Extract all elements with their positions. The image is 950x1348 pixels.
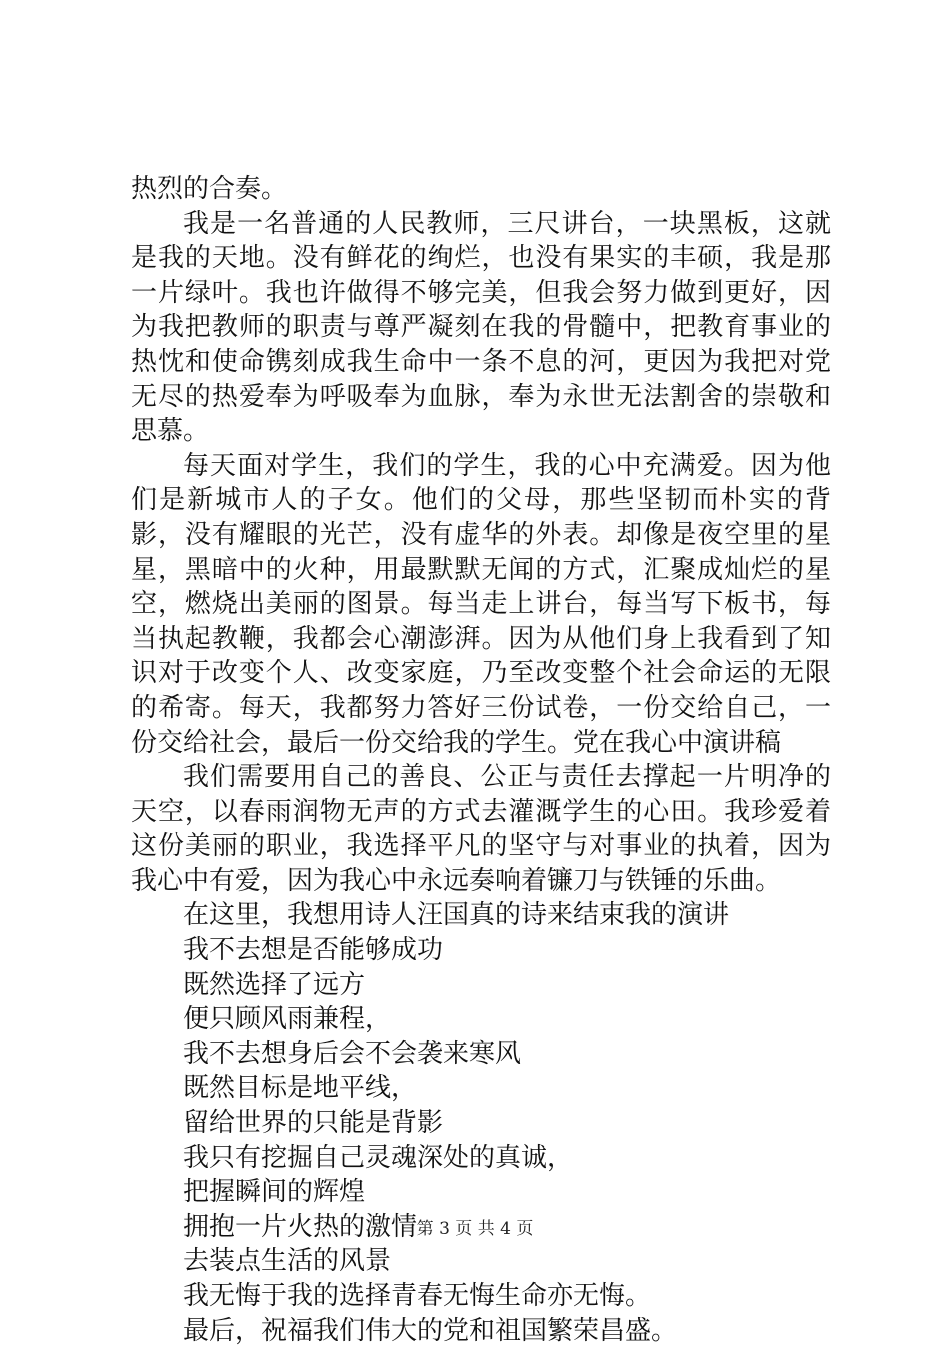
paragraph-continuation: 热烈的合奏。 (131, 174, 288, 204)
poem-line: 既然选择了远方 (183, 969, 366, 1000)
poem-line: 我不去想身后会不会袭来寒风 (183, 1038, 522, 1069)
page-number-footer: 第 3 页 共 4 页 (416, 1219, 534, 1239)
poem-line: 拥抱一片火热的激情 (183, 1211, 418, 1242)
poem-intro: 在这里，我想用诗人汪国真的诗来结束我的演讲 (183, 900, 730, 931)
poem-line: 留给世界的只能是背影 (183, 1108, 444, 1139)
closing-line: 最后，祝福我们伟大的党和祖国繁荣昌盛。 (183, 1315, 678, 1346)
paragraph-responsibility: 我们需要用自己的善良、公正与责任去撑起一片明净的天空，以春雨润物无声的方式去灌溉学生的心田。我珍爱着这份美丽的职业，我选择平凡的坚守与对事业的执着，因为我心中有爱，因为我心中永远奏响着镰刀与铁锤的乐曲。 (131, 762, 831, 896)
poem-line: 我无悔于我的选择青春无悔生命亦无悔。 (183, 1281, 652, 1311)
poem-line: 我只有挖掘自己灵魂深处的真诚， (183, 1142, 574, 1173)
poem-line: 便只顾风雨兼程， (183, 1004, 392, 1035)
document-body (131, 172, 831, 1348)
poem-line: 把握瞬间的辉煌 (183, 1177, 366, 1208)
poem-line: 既然目标是地平线， (183, 1073, 418, 1104)
paragraph-students: 每天面对学生，我们的学生，我的心中充满爱。因为他们是新城市人的子女。他们的父母，那些坚韧而朴实的背影，没有耀眼的光芒，没有虚华的外表。却像是夜空里的星星，黑暗中的火种，用最默默无闻的方式，汇聚成灿烂的星空，燃烧出美丽的图景。每当走上讲台，每当写下板书，每当执起教鞭，我都会心潮澎湃。因为从他们身上我看到了知识对于改变个人、改变家庭，乃至改变整个社会命运的无限的希寄。每天，我都努力答好三份试卷，一份交给自己，一份交给社会，最后一份交给我的学生。党在我心中演讲稿 (131, 450, 831, 758)
paragraph-teacher: 我是一名普通的人民教师，三尺讲台，一块黑板，这就是我的天地。没有鲜花的绚烂，也没有果实的丰硕，我是那一片绿叶。我也许做得不够完美，但我会努力做到更好，因为我把教师的职责与尊严凝刻在我的骨髓中，把教育事业的热忱和使命镌刻成我生命中一条不息的河，更因为我把对党无尽的热爱奉为呼吸奉为血脉，奉为永世无法割舍的崇敬和思慕。 (131, 208, 831, 447)
poem-line: 去装点生活的风景 (183, 1246, 392, 1277)
poem-line: 我不去想是否能够成功 (183, 935, 444, 966)
